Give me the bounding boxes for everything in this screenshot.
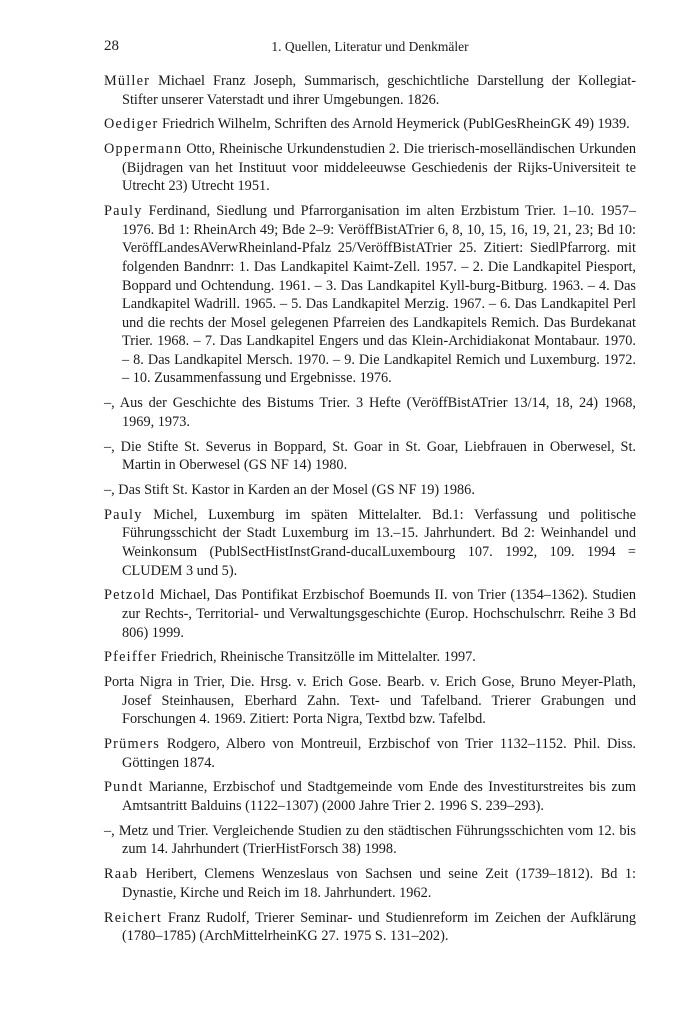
bibliography-entry: [104, 115, 636, 134]
entry-text: Friedrich Wilhelm, Schriften des Arnold Heymerick (PublGesRheinGK 49) 1939.: [158, 116, 630, 133]
entry-author: Petzold: [104, 587, 156, 604]
entry-author: –,: [104, 822, 115, 839]
entry-author: Pauly: [104, 203, 143, 220]
entry-author: –,: [104, 395, 115, 412]
bibliography-entry: [104, 778, 636, 815]
entry-author: Pfeiffer: [104, 649, 158, 666]
entry-text: Friedrich, Rheinische Transitzölle im Mittelalter. 1997.: [157, 649, 476, 666]
bibliography-list: [104, 72, 636, 952]
entry-text: Franz Rudolf, Trierer Seminar- und Studienreform im Zeichen der Aufklärung (1780–1785) (ArchMittelrheinKG 27. 1975 S. 131–202).: [122, 909, 636, 945]
entry-text: Marianne, Erzbischof und Stadtgemeinde vom Ende des Investiturstreites bis zum Amtsantritt Balduins (1122–1307) (2000 Jahre Trier 2. 1996 S. 239–293).: [122, 779, 636, 815]
bibliography-entry: [104, 865, 636, 902]
bibliography-entry: [104, 506, 636, 580]
bibliography-entry: [104, 140, 636, 196]
bibliography-entry: [104, 822, 636, 859]
page-header: [104, 38, 636, 58]
bibliography-entry: [104, 648, 636, 667]
entry-text: Aus der Geschichte des Bistums Trier. 3 Hefte (VeröffBistATrier 13/14, 18, 24) 1968, 1969, 1973.: [114, 395, 636, 430]
bibliography-entry: [104, 673, 636, 729]
page-number: 28: [104, 38, 119, 54]
entry-text: Otto, Rheinische Urkundenstudien 2. Die trierisch-moselländischen Urkunden (Bijdragen van het Instituut voor middeleeuwse Geschiedenis der Rijks-Universiteit te Utrecht 23) Utrecht 1951.: [122, 141, 636, 195]
entry-text: Michael, Das Pontifikat Erzbischof Boemunds II. von Trier (1354–1362). Studien zur Rechts-, Territorial- und Verwaltungsgeschichte (Europ. Hochschulschrr. Reihe 3 Bd 806) 1999.: [122, 587, 636, 641]
entry-text: Heribert, Clemens Wenzeslaus von Sachsen und seine Zeit (1739–1812). Bd 1: Dynastie, Kirche und Reich im 18. Jahrhundert. 1962.: [122, 866, 636, 901]
running-title: 1. Quellen, Literatur und Denkmäler: [271, 39, 469, 54]
entry-text: Die Stifte St. Severus in Boppard, St. Goar in St. Goar, Liebfrauen in Oberwesel, St. Martin in Oberwesel (GS NF 14) 1980.: [114, 438, 636, 474]
entry-text: Porta Nigra in Trier, Die. Hrsg. v. Erich Gose. Bearb. v. Erich Gose, Bruno Meyer-Plath, Josef Steinhausen, Eberhard Zahn. Text- und Tafelband. Trierer Grabungen und Forschungen 4. 1969. Zitiert: Porta Nigra, Textbd bzw. Tafelbd.: [104, 674, 636, 728]
bibliography-entry: [104, 735, 636, 772]
entry-author: Reichert: [104, 909, 163, 926]
entry-text: Michael Franz Joseph, Summarisch, geschichtliche Darstellung der Kollegiat-Stifter unserer Vaterstadt und ihrer Umgebungen. 1826.: [122, 73, 636, 108]
entry-author: Pundt: [104, 779, 144, 796]
entry-author: –,: [104, 438, 115, 455]
entry-text: Rodgero, Albero von Montreuil, Erzbischof von Trier 1132–1152. Phil. Diss. Göttingen 1874.: [122, 736, 636, 771]
bibliography-entry: [104, 394, 636, 431]
bibliography-entry: [104, 481, 636, 500]
entry-text: Ferdinand, Siedlung und Pfarrorganisation im alten Erzbistum Trier. 1–10. 1957–1976. Bd 1: RheinArch 49; Bde 2–9: VeröffBistATrier 6, 8, 10, 15, 16, 19, 21, 23; Bd 10: VeröffLandesAVerwRheinland-Pfalz 25/VeröffBistATrier 25. Zitiert: SiedlPfarrorg. mit folgenden Bandnrr: 1. Das Landkapitel Kaimt-Zell. 1957. – 2. Die Landkapitel Piesport, Boppard und Ochtendung. 1961. – 3. Das Landkapitel Kyll-burg-Bitburg. 1963. – 4. Das Landkapitel Wadrill. 1965. – 5. Das Landkapitel Merzig. 1967. – 6. Das Landkapitel Perl und die rechts der Mosel gelegenen Pfarreien des Landkapitels Remich. Das Burdekanat Trier. 1968. – 7. Das Landkapitel Engers und das Klein-Archidiakonat Montabaur. 1970. – 8. Das Landkapitel Mersch. 1970. – 9. Die Landkapitel Remich und Luxemburg. 1972. – 10. Zusammenfassung und Ergebnisse. 1976.: [122, 203, 636, 387]
entry-author: Oediger: [104, 116, 159, 133]
entry-author: Prümers: [104, 736, 161, 753]
bibliography-entry: [104, 72, 636, 109]
entry-text: Metz und Trier. Vergleichende Studien zu den städtischen Führungsschichten vom 12. bis zum 14. Jahrhundert (TrierHistForsch 38) 1998.: [114, 822, 636, 858]
entry-author: Pauly: [104, 506, 143, 523]
entry-author: Oppermann: [104, 141, 183, 158]
entry-author: Raab: [104, 866, 139, 883]
entry-author: Müller: [104, 73, 151, 89]
bibliography-entry: [104, 909, 636, 946]
bibliography-entry: [104, 202, 636, 388]
entry-text: Michel, Luxemburg im späten Mittelalter. Bd.1: Verfassung und politische Führungsschicht der Stadt Luxemburg im 13.–15. Jahrhundert. Bd 2: Weinhandel und Weinkonsum (PublSectHistInstGrand-ducalLuxembourg 107. 1992, 109. 1994 = CLUDEM 3 und 5).: [122, 506, 636, 579]
entry-author: –,: [104, 482, 115, 498]
bibliography-entry: [104, 586, 636, 642]
bibliography-entry: [104, 438, 636, 475]
entry-text: Das Stift St. Kastor in Karden an der Mosel (GS NF 19) 1986.: [114, 482, 475, 498]
